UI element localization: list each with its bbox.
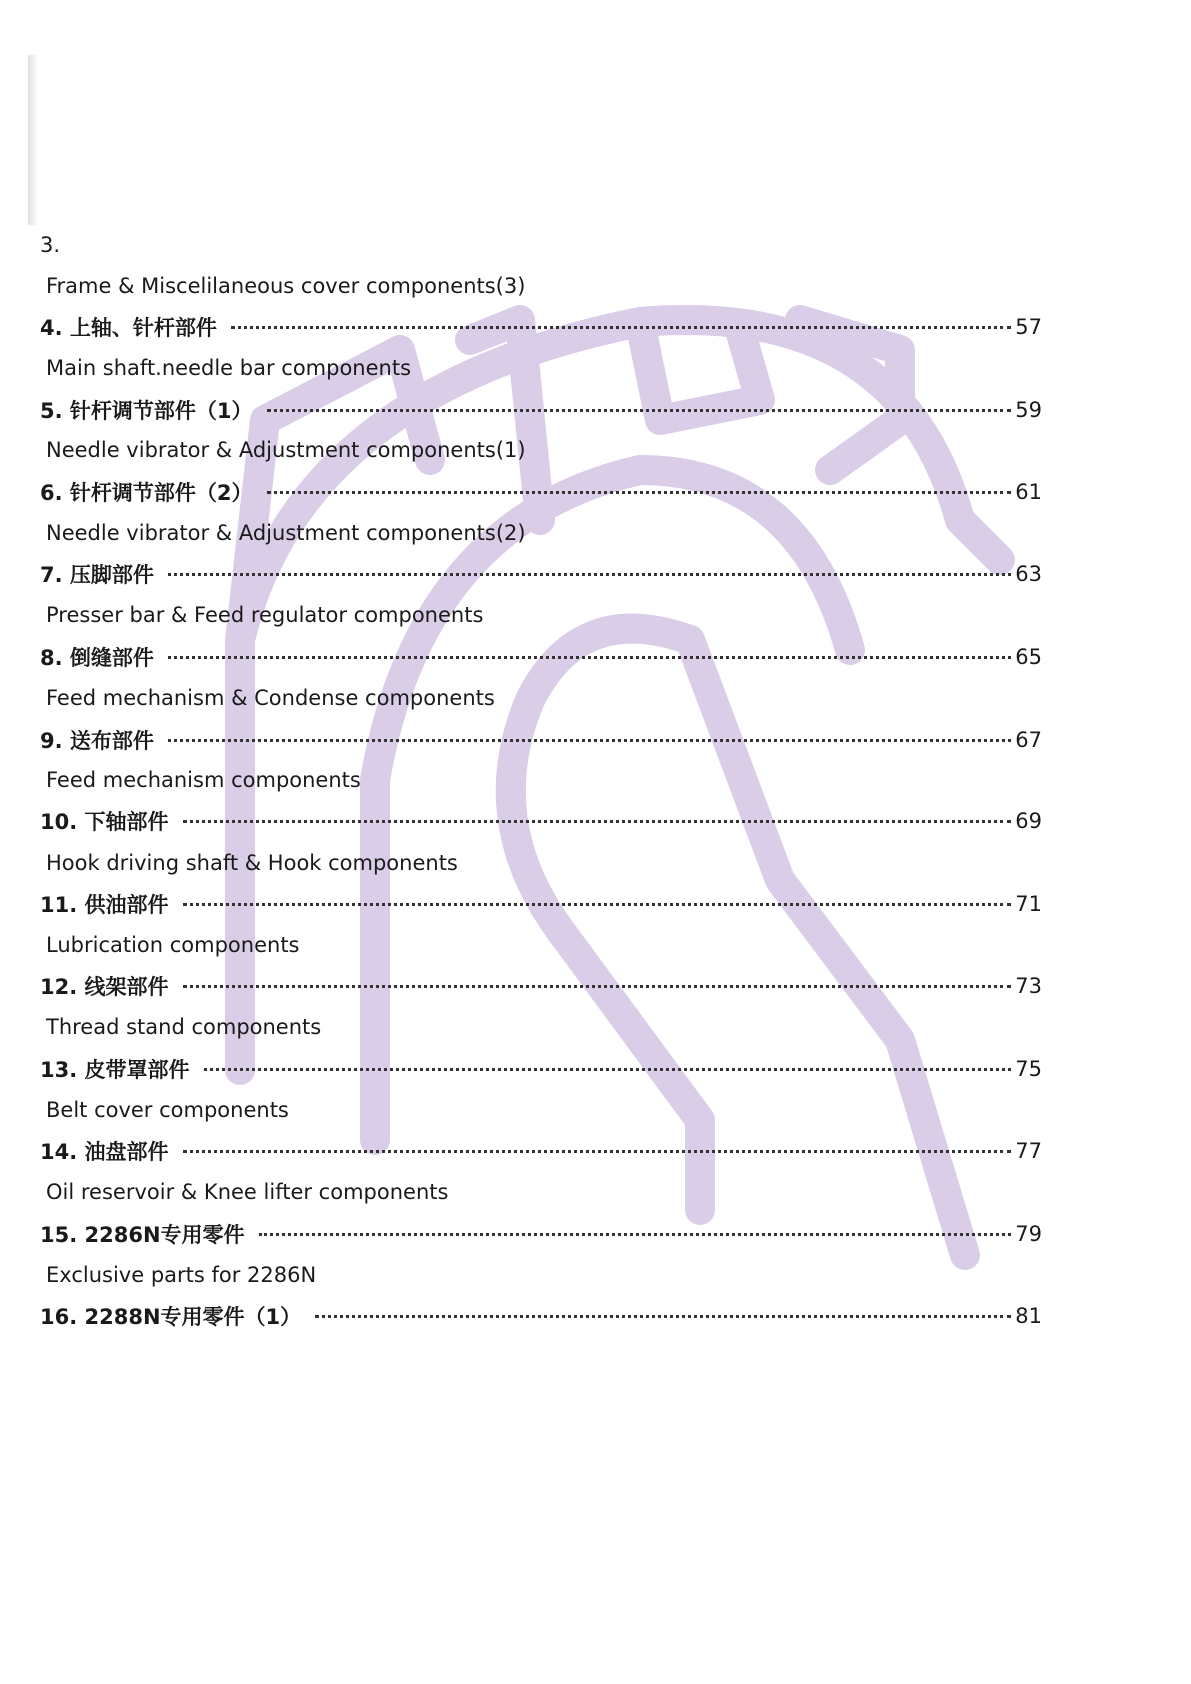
- toc-entry[interactable]: [40, 889, 1042, 919]
- entry-label: 14. 油盘部件: [40, 1140, 169, 1164]
- entry-caption: Feed mechanism components: [46, 768, 361, 792]
- entry-label: 9. 送布部件: [40, 729, 154, 753]
- toc-entry[interactable]: [40, 806, 1042, 836]
- dot-leader: [183, 820, 1012, 823]
- entry-caption: Feed mechanism & Condense components: [46, 686, 495, 710]
- entry-caption: Belt cover components: [46, 1098, 289, 1122]
- entry-page: 61: [1015, 480, 1042, 504]
- entry-label: 4. 上轴、针杆部件: [40, 316, 217, 340]
- entry-caption: Hook driving shaft & Hook components: [46, 851, 458, 875]
- toc-entry[interactable]: [40, 395, 1042, 425]
- entry-page: 77: [1015, 1139, 1042, 1163]
- entry-page: 65: [1015, 645, 1042, 669]
- toc-entry[interactable]: [40, 477, 1042, 507]
- entry-page: 75: [1015, 1057, 1042, 1081]
- entry-label: 11. 供油部件: [40, 893, 169, 917]
- entry-page: 63: [1015, 562, 1042, 586]
- dot-leader: [231, 326, 1011, 329]
- toc-entry[interactable]: [40, 1136, 1042, 1166]
- dot-leader: [259, 1233, 1012, 1236]
- toc-entry[interactable]: [40, 1301, 1042, 1331]
- entry-caption: Main shaft.needle bar components: [46, 356, 412, 380]
- dot-leader: [183, 985, 1012, 988]
- toc-caption-3: Frame & Miscelilaneous cover components(3): [46, 274, 526, 298]
- toc-number-3: 3.: [40, 233, 61, 257]
- dot-leader: [315, 1315, 1011, 1318]
- dot-leader: [267, 491, 1012, 494]
- toc-entry[interactable]: [40, 559, 1042, 589]
- entry-caption: Needle vibrator & Adjustment components(2): [46, 521, 526, 545]
- entry-label: 5. 针杆调节部件（1）: [40, 399, 253, 423]
- entry-page: 79: [1015, 1222, 1042, 1246]
- entry-page: 59: [1015, 398, 1042, 422]
- dot-leader: [168, 656, 1011, 659]
- entry-page: 69: [1015, 809, 1042, 833]
- toc-entry[interactable]: [40, 1054, 1042, 1084]
- entry-caption: Thread stand components: [46, 1015, 322, 1039]
- toc-entry[interactable]: [40, 642, 1042, 672]
- toc-entry[interactable]: [40, 971, 1042, 1001]
- toc-entry[interactable]: [40, 1219, 1042, 1249]
- entry-page: 57: [1015, 315, 1042, 339]
- dot-leader: [168, 573, 1011, 576]
- entry-label: 6. 针杆调节部件（2）: [40, 481, 253, 505]
- dot-leader: [183, 903, 1012, 906]
- entry-label: 13. 皮带罩部件: [40, 1058, 190, 1082]
- entry-page: 71: [1015, 892, 1042, 916]
- dot-leader: [168, 739, 1011, 742]
- toc-entry[interactable]: [40, 725, 1042, 755]
- toc-entry[interactable]: [40, 312, 1042, 342]
- entry-caption: Presser bar & Feed regulator components: [46, 603, 484, 627]
- entry-page: 67: [1015, 728, 1042, 752]
- entry-caption: Lubrication components: [46, 933, 300, 957]
- entry-caption: Needle vibrator & Adjustment components(1): [46, 438, 526, 462]
- entry-label: 15. 2286N专用零件: [40, 1223, 245, 1247]
- entry-caption: Oil reservoir & Knee lifter components: [46, 1180, 449, 1204]
- entry-label: 12. 线架部件: [40, 975, 169, 999]
- dot-leader: [204, 1068, 1012, 1071]
- dot-leader: [183, 1150, 1012, 1153]
- entry-label: 7. 压脚部件: [40, 563, 154, 587]
- entry-label: 8. 倒缝部件: [40, 646, 154, 670]
- entry-page: 81: [1015, 1304, 1042, 1328]
- entry-label: 10. 下轴部件: [40, 810, 169, 834]
- entry-caption: Exclusive parts for 2286N: [46, 1263, 317, 1287]
- entry-label: 16. 2288N专用零件（1）: [40, 1305, 302, 1329]
- scan-shadow: [28, 55, 38, 225]
- dot-leader: [267, 409, 1012, 412]
- entry-page: 73: [1015, 974, 1042, 998]
